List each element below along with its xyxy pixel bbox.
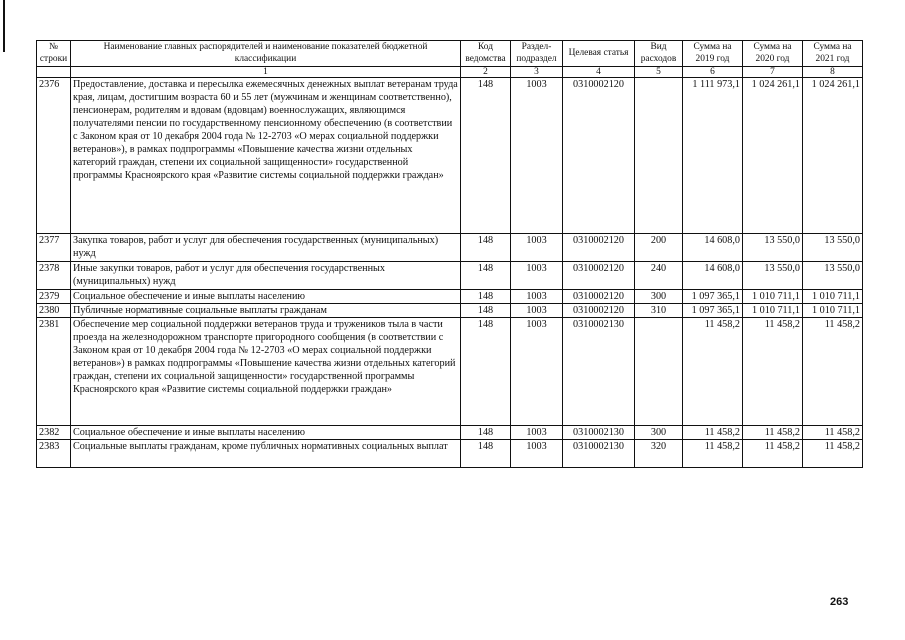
sum-2019: 11 458,2: [683, 426, 743, 440]
section-code: 1003: [511, 318, 563, 426]
expense-type: [635, 78, 683, 234]
sum-2019: 1 097 365,1: [683, 290, 743, 304]
sum-2019: 11 458,2: [683, 318, 743, 426]
sum-2020: 1 024 261,1: [743, 78, 803, 234]
section-code: 1003: [511, 234, 563, 262]
column-number: 2: [461, 67, 511, 78]
sum-2021: 11 458,2: [803, 318, 863, 426]
dept-code: 148: [461, 304, 511, 318]
row-name: Иные закупки товаров, работ и услуг для обеспечения государственных (муниципальных) нужд: [71, 262, 461, 290]
column-number: 8: [803, 67, 863, 78]
section-code: 1003: [511, 262, 563, 290]
row-name: Публичные нормативные социальные выплаты гражданам: [71, 304, 461, 318]
dept-code: 148: [461, 318, 511, 426]
section-code: 1003: [511, 426, 563, 440]
row-number: 2376: [37, 78, 71, 234]
row-number: 2377: [37, 234, 71, 262]
expense-type: 240: [635, 262, 683, 290]
header-sum-2020: Сумма на 2020 год: [743, 41, 803, 67]
column-number: 3: [511, 67, 563, 78]
expense-type: 310: [635, 304, 683, 318]
sum-2021: 11 458,2: [803, 440, 863, 468]
expense-type: 200: [635, 234, 683, 262]
sum-2021: 1 010 711,1: [803, 304, 863, 318]
table-row: [37, 234, 863, 262]
sum-2019: 14 608,0: [683, 234, 743, 262]
expense-type: 320: [635, 440, 683, 468]
sum-2019: 1 097 365,1: [683, 304, 743, 318]
sum-2020: 13 550,0: [743, 234, 803, 262]
expense-type: [635, 318, 683, 426]
row-number: 2383: [37, 440, 71, 468]
sum-2020: 13 550,0: [743, 262, 803, 290]
row-name: Социальные выплаты гражданам, кроме публичных нормативных социальных выплат: [71, 440, 461, 468]
target-code: 0310002120: [563, 290, 635, 304]
target-code: 0310002120: [563, 262, 635, 290]
row-name: Социальное обеспечение и иные выплаты населению: [71, 290, 461, 304]
expense-type: 300: [635, 426, 683, 440]
column-number: 1: [71, 67, 461, 78]
column-number: 4: [563, 67, 635, 78]
header-target-item: Целевая статья: [563, 41, 635, 67]
column-numbers-row: [37, 67, 863, 78]
table-row: [37, 304, 863, 318]
sum-2019: 14 608,0: [683, 262, 743, 290]
section-code: 1003: [511, 440, 563, 468]
sum-2020: 1 010 711,1: [743, 290, 803, 304]
table-row: [37, 318, 863, 426]
row-number: 2382: [37, 426, 71, 440]
dept-code: 148: [461, 234, 511, 262]
sum-2020: 11 458,2: [743, 440, 803, 468]
table-row: [37, 290, 863, 304]
header-sum-2021: Сумма на 2021 год: [803, 41, 863, 67]
table-row: [37, 440, 863, 468]
table-row: [37, 262, 863, 290]
header-row-number: № строки: [37, 41, 71, 67]
row-name: Закупка товаров, работ и услуг для обеспечения государственных (муниципальных) нужд: [71, 234, 461, 262]
sum-2021: 1 024 261,1: [803, 78, 863, 234]
column-number: [37, 67, 71, 78]
dept-code: 148: [461, 290, 511, 304]
budget-table: [36, 40, 863, 468]
target-code: 0310002130: [563, 440, 635, 468]
row-number: 2379: [37, 290, 71, 304]
header-section: Раздел-подраздел: [511, 41, 563, 67]
table-row: [37, 78, 863, 234]
header-dept-code: Код ведомства: [461, 41, 511, 67]
row-number: 2381: [37, 318, 71, 426]
sum-2019: 1 111 973,1: [683, 78, 743, 234]
sum-2021: 13 550,0: [803, 262, 863, 290]
target-code: 0310002120: [563, 304, 635, 318]
target-code: 0310002130: [563, 318, 635, 426]
dept-code: 148: [461, 426, 511, 440]
sum-2021: 1 010 711,1: [803, 290, 863, 304]
left-margin-rule: [3, 0, 5, 52]
column-number: 7: [743, 67, 803, 78]
target-code: 0310002120: [563, 78, 635, 234]
sum-2020: 1 010 711,1: [743, 304, 803, 318]
sum-2021: 13 550,0: [803, 234, 863, 262]
sum-2019: 11 458,2: [683, 440, 743, 468]
column-number: 6: [683, 67, 743, 78]
table-row: [37, 426, 863, 440]
row-name: Обеспечение мер социальной поддержки ветеранов труда и тружеников тыла в части проезда на железнодорожном транспорте пригородного сообщения (в соответствии с Законом края от 10 декабря 2004 года № 12-2703 «О мерах социальной поддержки ветеранов») в рамках подпрограммы «Повышение качества жизни отдельных категорий граждан, степени их социальной защищенности» государственной программы Красноярского края «Развитие системы социальной поддержки граждан»: [71, 318, 461, 426]
row-name: Социальное обеспечение и иные выплаты населению: [71, 426, 461, 440]
header-expense-type: Вид расходов: [635, 41, 683, 67]
target-code: 0310002130: [563, 426, 635, 440]
sum-2020: 11 458,2: [743, 426, 803, 440]
header-sum-2019: Сумма на 2019 год: [683, 41, 743, 67]
sum-2020: 11 458,2: [743, 318, 803, 426]
expense-type: 300: [635, 290, 683, 304]
target-code: 0310002120: [563, 234, 635, 262]
page-number: 263: [830, 596, 849, 608]
row-name: Предоставление, доставка и пересылка ежемесячных денежных выплат ветеранам труда края, лицам, достигшим возраста 60 и 55 лет (мужчинам и женщинам соответственно), пенсионерам, родителям и вдовам (вдовцам) военнослужащих, являющимся получателями пенсии по государственному пенсионному обеспечению (в соответствии с Законом края от 10 декабря 2004 года № 12-2703 «О мерах социальной поддержки ветеранов»), в рамках подпрограммы «Повышение качества жизни отдельных категорий граждан, степени их социальной защищенности» государственной программы Красноярского края «Развитие системы социальной поддержки граждан»: [71, 78, 461, 234]
section-code: 1003: [511, 78, 563, 234]
dept-code: 148: [461, 262, 511, 290]
header-name: Наименование главных распорядителей и наименование показателей бюджетной классификации: [71, 41, 461, 67]
section-code: 1003: [511, 304, 563, 318]
section-code: 1003: [511, 290, 563, 304]
column-number: 5: [635, 67, 683, 78]
row-number: 2380: [37, 304, 71, 318]
dept-code: 148: [461, 78, 511, 234]
dept-code: 148: [461, 440, 511, 468]
sum-2021: 11 458,2: [803, 426, 863, 440]
row-number: 2378: [37, 262, 71, 290]
header-row: [37, 41, 863, 67]
